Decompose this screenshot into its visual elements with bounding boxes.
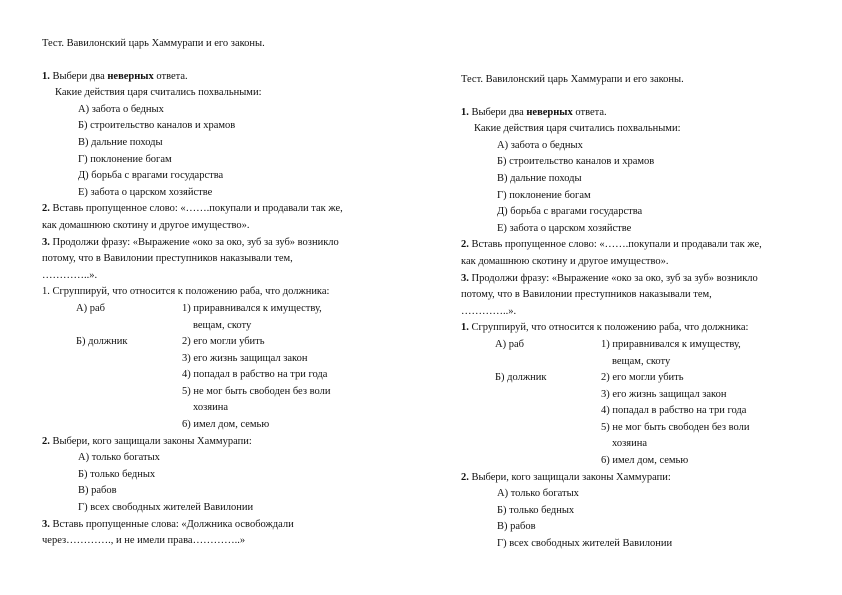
question-1-subtitle: Какие действия царя считались похвальными:	[55, 87, 262, 99]
question-6-cont: через…………., и не имели права…………..»	[42, 535, 246, 547]
option: А) только богатых	[497, 488, 579, 500]
option: Г) всех свободных жителей Вавилонии	[78, 502, 254, 514]
question-3: 3. Продолжи фразу: «Выражение «око за око, зуб за зуб» возникло	[42, 236, 339, 248]
option: Е) забота о царском хозяйстве	[497, 222, 632, 234]
question-2: 2. Вставь пропущенное слово: «…….покупали и продавали так же,	[461, 239, 762, 251]
option: Г) поклонение богам	[497, 189, 591, 201]
option: В) дальние походы	[78, 136, 163, 148]
match-option: 5) не мог быть свободен без воли	[182, 385, 331, 397]
option: Д) борьба с врагами государства	[78, 170, 224, 182]
question-5: 2. Выбери, кого защищали законы Хаммурапи:	[42, 435, 252, 447]
option: Б) строительство каналов и храмов	[497, 156, 655, 168]
test-title: Тест. Вавилонский царь Хаммурапи и его законы.	[42, 38, 265, 49]
question-3-blank: …………..».	[461, 305, 517, 317]
match-option: 6) имел дом, семью	[601, 455, 689, 467]
question-2: 2. Вставь пропущенное слово: «…….покупали и продавали так же,	[42, 203, 343, 215]
option: А) забота о бедных	[497, 139, 583, 151]
question-1: 1. Выбери два неверных ответа.	[461, 106, 607, 118]
match-option: вещам, скоту	[612, 355, 671, 367]
question-6: 3. Вставь пропущенные слова: «Должника освобождали	[42, 518, 294, 530]
match-option: вещам, скоту	[193, 319, 252, 331]
matching-table	[42, 301, 402, 434]
question-2-cont: как домашнюю скотину и другое имущество».	[461, 255, 669, 267]
option: Б) только бедных	[497, 504, 575, 516]
match-option: 1) приравнивался к имуществу,	[182, 302, 322, 314]
test-sheet-right	[461, 72, 831, 553]
option: А) забота о бедных	[78, 103, 164, 115]
match-option: 5) не мог быть свободен без воли	[601, 421, 750, 433]
match-option: 6) имел дом, семью	[182, 419, 270, 431]
match-option: хозяина	[193, 402, 228, 414]
question-3-cont: потому, что в Вавилонии преступников наказывали тем,	[42, 253, 293, 265]
match-category: А) раб	[76, 302, 105, 314]
match-option: 2) его могли убить	[601, 372, 684, 384]
option: А) только богатых	[78, 452, 160, 464]
match-option: 1) приравнивался к имуществу,	[601, 338, 741, 350]
match-option: 4) попадал в рабство на три года	[601, 405, 747, 417]
match-option: 3) его жизнь защищал закон	[601, 388, 727, 400]
question-4: 1. Сгруппируй, что относится к положению раба, что должника:	[42, 286, 330, 298]
option: В) дальние походы	[497, 172, 582, 184]
match-option: 3) его жизнь защищал закон	[182, 352, 308, 364]
option: Б) только бедных	[78, 468, 156, 480]
question-1-subtitle: Какие действия царя считались похвальными:	[474, 123, 681, 135]
option: Г) поклонение богам	[78, 153, 172, 165]
option: В) рабов	[497, 521, 536, 533]
question-2-cont: как домашнюю скотину и другое имущество».	[42, 219, 250, 231]
matching-table	[461, 337, 831, 470]
test-title: Тест. Вавилонский царь Хаммурапи и его законы.	[461, 74, 684, 85]
question-3: 3. Продолжи фразу: «Выражение «око за око, зуб за зуб» возникло	[461, 272, 758, 284]
match-option: хозяина	[612, 438, 647, 450]
match-category: А) раб	[495, 338, 524, 350]
option: Е) забота о царском хозяйстве	[78, 186, 213, 198]
option: В) рабов	[78, 485, 117, 497]
match-category: Б) должник	[76, 336, 128, 348]
question-4: 1. Сгруппируй, что относится к положению раба, что должника:	[461, 322, 749, 334]
question-1: 1. Выбери два неверных ответа.	[42, 70, 188, 82]
question-5: 2. Выбери, кого защищали законы Хаммурапи:	[461, 471, 671, 483]
test-sheet-left	[42, 36, 402, 550]
option: Г) всех свободных жителей Вавилонии	[497, 538, 673, 550]
option: Б) строительство каналов и храмов	[78, 120, 236, 132]
question-3-cont: потому, что в Вавилонии преступников наказывали тем,	[461, 289, 712, 301]
question-3-blank: …………..».	[42, 269, 98, 281]
match-category: Б) должник	[495, 372, 547, 384]
match-option: 2) его могли убить	[182, 336, 265, 348]
match-option: 4) попадал в рабство на три года	[182, 369, 328, 381]
option: Д) борьба с врагами государства	[497, 206, 643, 218]
